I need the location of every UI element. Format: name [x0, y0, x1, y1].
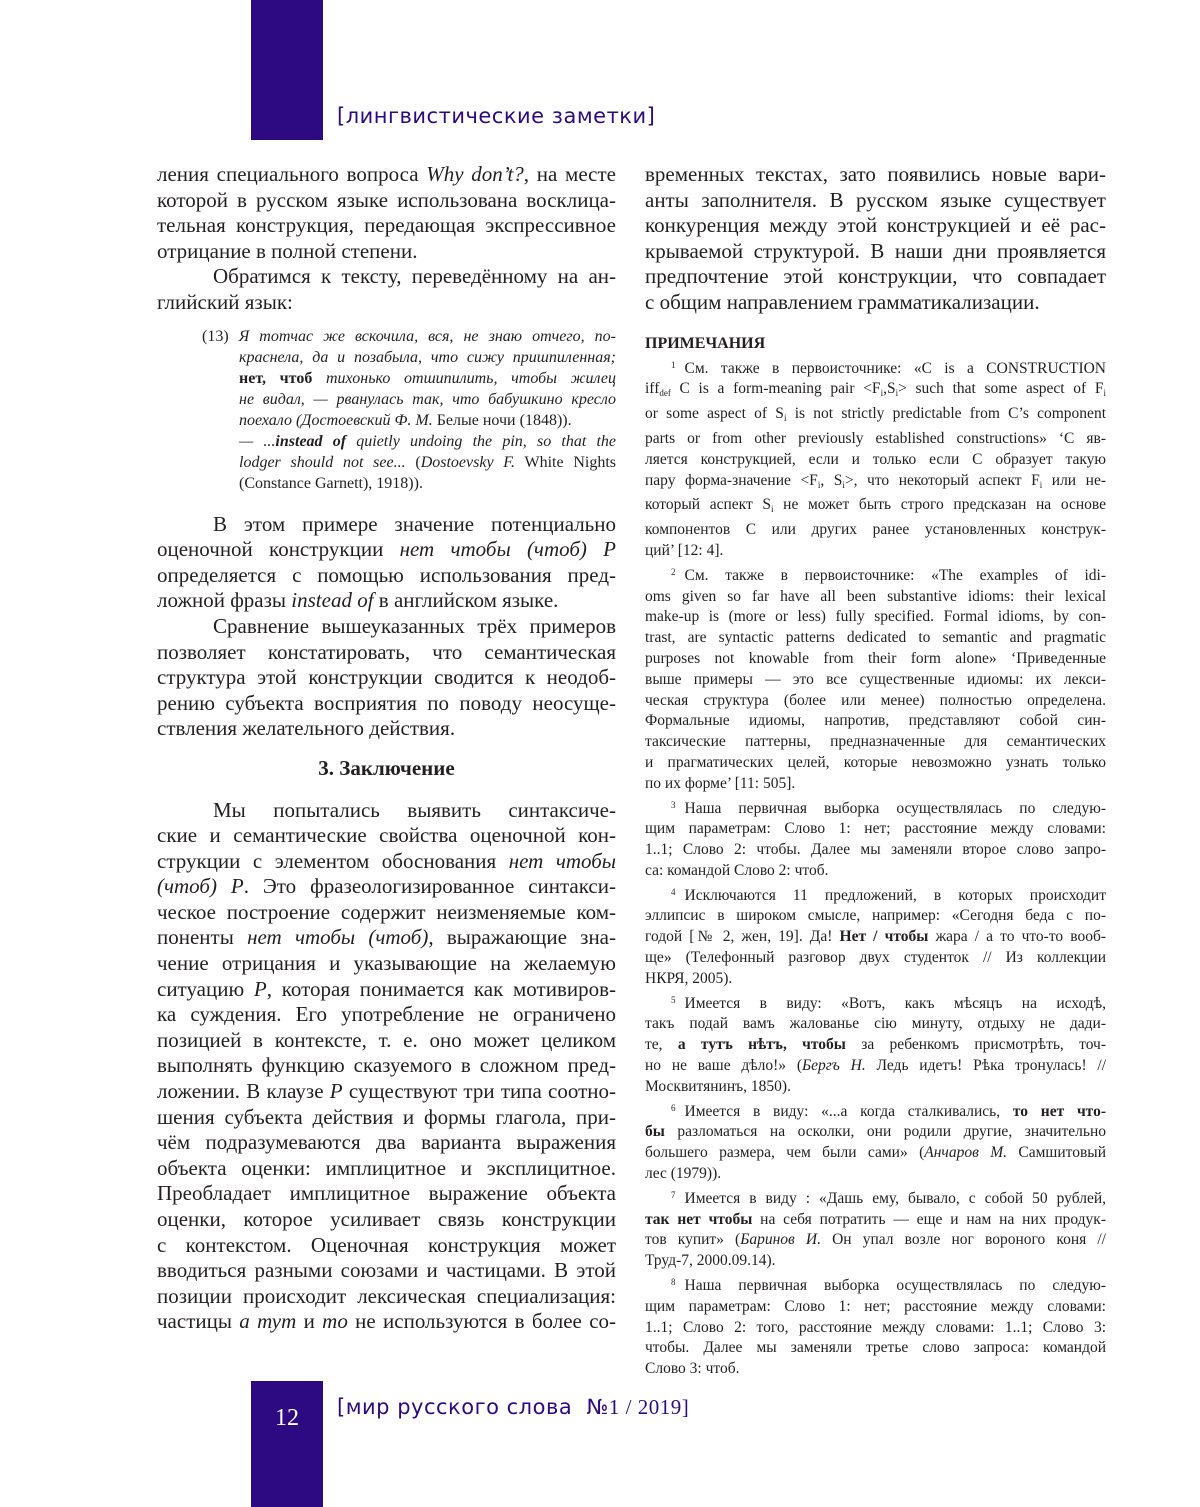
footnote-1: $^1$ См. также в первоисточнике: «C is a CONSTRUCTION iff$_{def}$ C is a form-meaning pair $<F_i,S_i>$ such that some aspect of $F_i$ or some aspect of $S_i$ is not strictly predictable from C’s component parts or from other previously established constructions» ‘С яв- ляется конструкцией, если и только если С образует такую пару форма-значение $<F_i$, $S_i>$, что некоторый аспект $F_i$ или не- который аспект $S_i$ не может быть строго предсказан на основе компонентов С или других ранее установленных конструк- ций’ [12: 4]. [645, 359, 1106, 559]
header-color-bar [251, 0, 323, 140]
example-number: (13) [202, 327, 229, 345]
footnote-3: $^3$ Наша первичная выборка осуществлялась по следую- щим параметрам: Слово 1: нет; расстояние между словами: 1..1; Слово 2: чтобы. Далее мы заменяли второе слово запро- са: командой Слово 2: чтоб. [645, 799, 1106, 879]
example-13: (13) Я тотчас же вскочила, вся, не знаю отчего, по- краснела, да и позабыла, что сижу пришпиленная; нет, чтоб тихонько отшипилить, чтобы жилец не видал, — рванулась так, что бабушкино кресло поехало (Достоевский Ф. М. Белые ночи (1848)). — ...instead of quietly undoing the pin, so that the lodger should not see... (Dostoevsky F. White Nights (Constance Garnett), 1918)). [202, 327, 617, 492]
paragraph: Сравнение вышеуказанных трёх примеров позволяет констатировать, что семантическая структура этой конструкции сводится к неодоб- рению субъекта восприятия по поводу неосуще- ствления желательного действия. [157, 613, 616, 741]
footnote-6: $^6$ Имеется в виду: «...а когда сталкивались, то нет что- бы разломаться на осколки, они родили другие, значительно большего размера, чем были сами» (Анчаров М. Самшитовый лес (1979)). [645, 1102, 1107, 1183]
paragraph: Обратимся к тексту, переведённому на ан- глийский язык: [157, 264, 616, 314]
footnote-7: $^7$ Имеется в виду : «Дашь ему, бывало, с собой 50 рублей, так нет чтобы на себя потратить — еще и нам на них продук- тов купит» (Баринов И. Он упал возле ног вороного коня // Труд-7, 2000.09.14). [645, 1189, 1106, 1270]
section-heading: 3. Заключение [318, 755, 455, 780]
footnote-5: $^5$ Имеется в виду: «Вотъ, какъ мѣсяцъ на исходѣ, такъ подай вамъ жалованье сію минуту, отдыху не дади- те, а тутъ нѣтъ, чтобы за ребенкомъ присмотрѣть, точ- но не ваше дѣло!» (Бергъ Н. Ледь идетъ! Рѣка тронулась! // Москвитянинъ, 1850). [645, 994, 1107, 1095]
footnote-2: $^2$ См. также в первоисточнике: «The examples of idi- oms given so far have all been substantive idioms: their lexical make-up is (more or less) fully specified. Formal idioms, by con- trast, are syntactic patterns dedicated to semantic and pragmatic purposes not knowable from their form alone» ‘Приведенные выше примеры — это все существенные идиомы: их лекси- ческая структура (более или менее) полностью определена. Формальные идиомы, напротив, представляют собой син- таксические паттерны, предназначенные для семантических и прагматических целей, которые невозможно узнать только по их форме’ [11: 505]. [645, 566, 1106, 792]
right-column [645, 162, 1106, 1380]
notes-list [645, 355, 1106, 1380]
left-column [157, 162, 616, 1335]
paragraph: В этом примере значение потенциально оценочной конструкции нет чтобы (чтоб) P определяется с помощью использования пред- ложной фразы instead of в английском языке. [157, 511, 616, 613]
footnote-8: $^8$ Наша первичная выборка осуществлялась по следую- щим параметрам: Слово 1: нет; расстояние между словами: 1..1; Слово 2: того, расстояние между словами: 1..1; Слово 3: чтобы. Далее мы заменяли третье слово запроса: командой Слово 3: чтоб. [645, 1277, 1106, 1378]
page-number: 12 [275, 1405, 299, 1431]
footnote-4: $^4$ Исключаются 11 предложений, в которых происходит эллипсис в широком смысле, например: «Сегодня беда с по- годой [№ 2, жен, 19]. Да! Нет / чтобы жара / а то что-то вооб- ще» (Телефонный разговор двух студенток // Из коллекции НКРЯ, 2005). [645, 886, 1107, 987]
paragraph: временных текстах, зато появились новые вари- анты заполнителя. В русском языке существует конкуренция между этой конструкцией и её рас- крываемой структурой. В наши дни проявляется предпочтение этой конструкции, что совпадает с общим направлением грамматикализации. [645, 162, 1106, 314]
section-header-title: [лингвистические заметки] [337, 104, 656, 128]
paragraph: ления специального вопроса Why don’t?, на месте которой в русском языке использована восклица- тельная конструкция, передающая экспрессивное отрицание в полной степени. [157, 162, 616, 263]
paragraph: Мы попытались выявить синтаксиче- ские и семантические свойства оценочной кон- струкции с элементом обоснования нет чтобы (чтоб) P. Это фразеологизированное синтакси- ческое построение содержит неизменяемые ком- поненты нет чтобы (чтоб), выражающие зна- чение отрицания и указывающие на желаемую ситуацию P, которая понимается как мотивиров- ка суждения. Его употребление не ограничено позицией в контексте, т. е. оно может целиком выполнять функцию сказуемого в сложном пред- ложении. В клаузе P существуют три типа соотно- шения субъекта действия и формы глагола, при- чём подразумеваются два варианта выражения объекта оценки: имплицитное и эксплицитное. Преобладает имплицитное выражение объекта оценки, которое усиливает связь конструкции с контекстом. Оценочная конструкция может вводиться разными союзами и частицами. В этой позиции происходит лексическая специализация: частицы а тут и то не используются в более со- [157, 797, 617, 1334]
journal-footer-title: [мир русского слова №1 / 2019] [337, 1395, 690, 1419]
footer-color-bar [251, 1381, 323, 1507]
notes-title: ПРИМЕЧАНИЯ [645, 334, 766, 352]
